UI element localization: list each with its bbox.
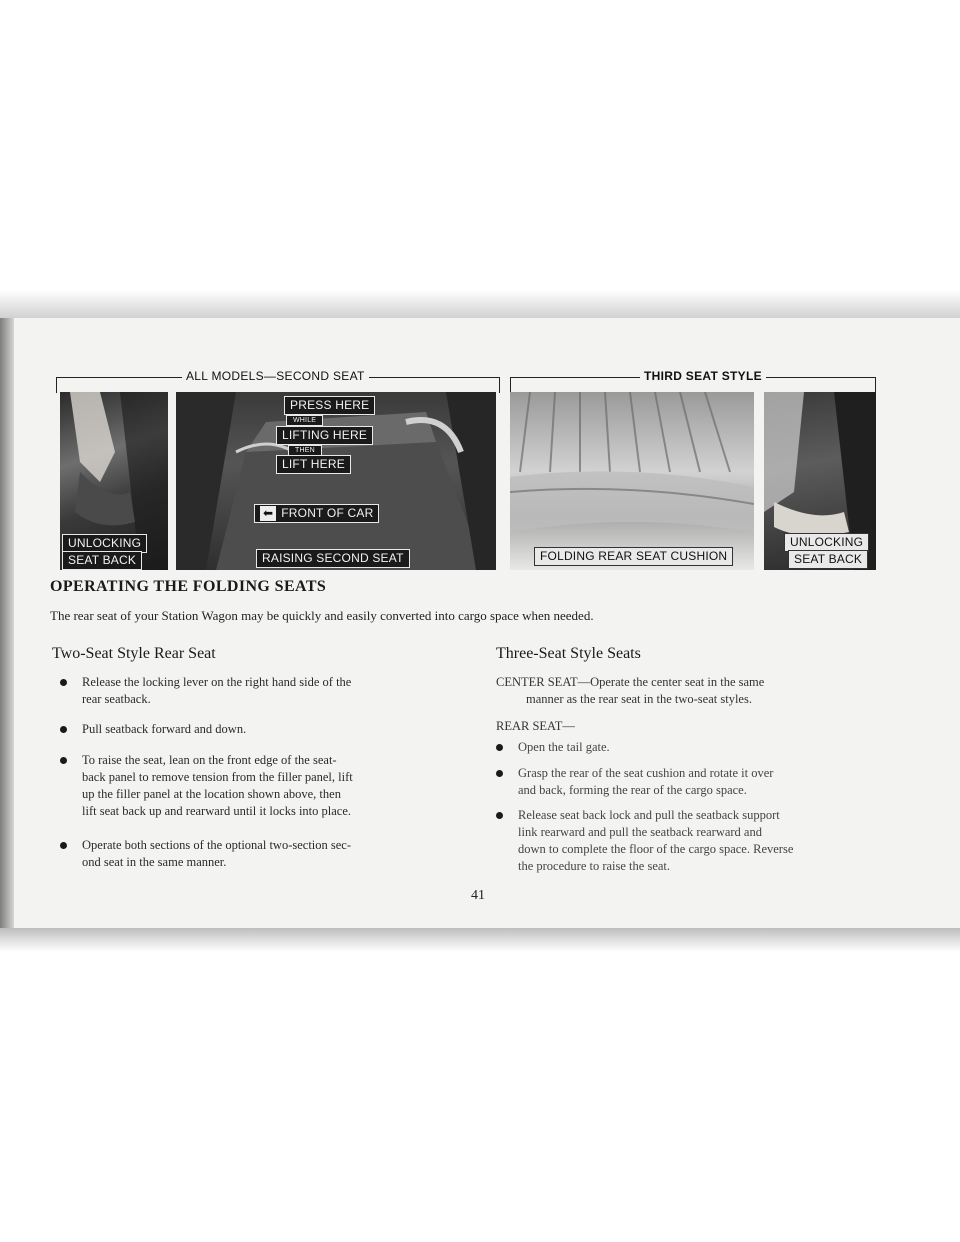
- bullet-icon: [60, 679, 67, 686]
- arrow-left-icon: ⬅: [260, 506, 276, 521]
- photo-raising-second-seat: [176, 392, 496, 570]
- section-heading: OPERATING THE FOLDING SEATS: [50, 578, 327, 595]
- center-seat-text: [496, 674, 764, 708]
- bullet-line: Open the tail gate.: [518, 740, 610, 754]
- bullet-icon: [60, 757, 67, 764]
- left-figure-caption: ALL MODELS—SECOND SEAT: [182, 369, 369, 383]
- page-edge: [0, 318, 14, 930]
- right-figure-caption: THIRD SEAT STYLE: [640, 369, 766, 383]
- bullet-icon: [60, 726, 67, 733]
- bullet-icon: [496, 770, 503, 777]
- two-seat-bullet-2: [82, 721, 246, 738]
- bullet-line: back panel to remove tension from the filler panel, lift: [82, 770, 353, 784]
- bullet-line: the procedure to raise the seat.: [518, 859, 671, 873]
- seat-cushion-illustration: [510, 392, 754, 570]
- bullet-icon: [496, 812, 503, 819]
- label-then: THEN: [288, 445, 322, 456]
- label-unlocking-left: UNLOCKING: [62, 534, 147, 553]
- page-number: 41: [471, 888, 485, 903]
- rear-seat-label: REAR SEAT—: [496, 719, 575, 733]
- label-lifting-here: LIFTING HERE: [276, 426, 373, 445]
- bullet-line: Release the locking lever on the right hand side of the: [82, 675, 352, 689]
- scan-top-shadow: [0, 290, 960, 320]
- two-seat-bullet-4: [82, 837, 351, 871]
- three-seat-bullet-2: [518, 765, 773, 799]
- three-seat-bullet-3: [518, 807, 793, 875]
- photo-unlocking-seat-back-left: [60, 392, 168, 570]
- two-seat-bullet-1: [82, 674, 351, 708]
- bullet-line: and back, forming the rear of the cargo space.: [518, 783, 747, 797]
- bullet-line: Operate both sections of the optional two-section sec-: [82, 838, 352, 852]
- cargo-floor-illustration: [176, 392, 496, 570]
- bullet-line: Grasp the rear of the seat cushion and rotate it over: [518, 766, 774, 780]
- bullet-line: up the filler panel at the location shown above, then: [82, 787, 341, 801]
- bullet-line: To raise the seat, lean on the front edge of the seat-: [82, 753, 337, 767]
- label-press-here: PRESS HERE: [284, 396, 375, 415]
- intro-text: The rear seat of your Station Wagon may be quickly and easily converted into cargo space when needed.: [50, 608, 594, 623]
- two-seat-bullet-3: [82, 752, 353, 820]
- para-line: manner as the rear seat in the two-seat styles.: [526, 692, 752, 706]
- bullet-icon: [496, 744, 503, 751]
- bullet-line: ond seat in the same manner.: [82, 855, 227, 869]
- label-seat-back-right: SEAT BACK: [788, 550, 868, 569]
- label-folding-rear-seat-cushion: FOLDING REAR SEAT CUSHION: [534, 547, 733, 566]
- three-seat-bullet-1: [518, 739, 610, 756]
- bullet-icon: [60, 842, 67, 849]
- bullet-line: Pull seatback forward and down.: [82, 722, 247, 736]
- label-lift-here: LIFT HERE: [276, 455, 351, 474]
- photo-unlocking-seat-back-right: [764, 392, 876, 570]
- scan-bottom-shadow: [0, 928, 960, 952]
- front-of-car-text: FRONT OF CAR: [281, 506, 374, 520]
- para-line: CENTER SEAT—Operate the center seat in the same: [496, 675, 765, 689]
- bullet-line: Release seat back lock and pull the seatback support: [518, 808, 780, 822]
- three-seat-title: Three-Seat Style Seats: [496, 645, 641, 662]
- bullet-line: link rearward and pull the seatback rearward and: [518, 825, 762, 839]
- label-raising-second-seat: RAISING SECOND SEAT: [256, 549, 410, 568]
- bullet-line: down to complete the floor of the cargo space. Reverse: [518, 842, 794, 856]
- label-seat-back-left: SEAT BACK: [62, 551, 142, 570]
- two-seat-title: Two-Seat Style Rear Seat: [52, 645, 216, 662]
- label-unlocking-right: UNLOCKING: [784, 533, 869, 552]
- bullet-line: lift seat back up and rearward until it locks into place.: [82, 804, 352, 818]
- photo-folding-rear-seat-cushion: [510, 392, 754, 570]
- bullet-line: rear seatback.: [82, 692, 151, 706]
- label-while: WHILE: [286, 415, 323, 426]
- label-front-of-car: [254, 504, 379, 523]
